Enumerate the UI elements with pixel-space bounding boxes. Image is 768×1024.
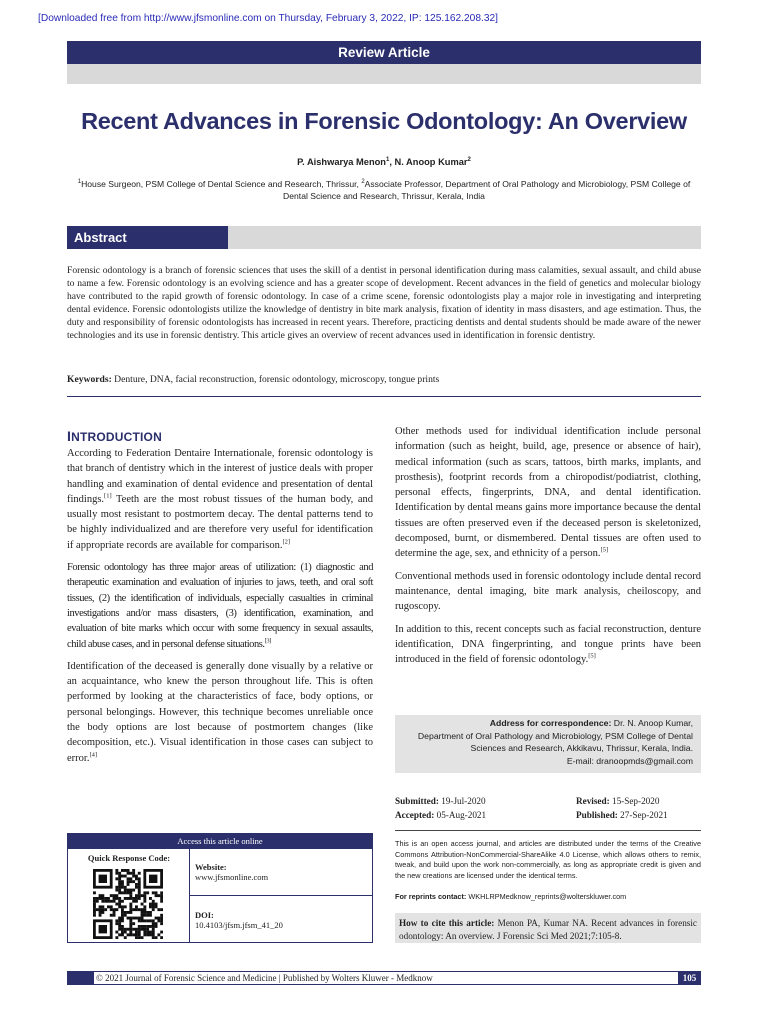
keywords bbox=[67, 374, 701, 385]
intro-paragraph-2 bbox=[67, 560, 373, 652]
access-box-heading: Access this article online bbox=[68, 834, 372, 849]
intro-p1-citation-1[interactable]: [1] bbox=[104, 492, 112, 500]
cite-label: How to cite this article: bbox=[399, 918, 495, 928]
affiliations bbox=[67, 176, 701, 202]
affil-1-text: House Surgeon, PSM College of Dental Science and Research, Thrissur, bbox=[81, 178, 362, 189]
keywords-label: Keywords: bbox=[67, 374, 112, 385]
article-title: Recent Advances in Forensic Odontology: An Overview bbox=[81, 108, 687, 134]
affil-2-text: Associate Professor, Department of Oral Pathology and Microbiology, PSM College of Dental Science and Research, Thrissur, Kerala, India bbox=[283, 178, 691, 201]
intro-paragraph-1 bbox=[67, 446, 373, 553]
website-label: Website: bbox=[195, 862, 227, 872]
reprints-label: For reprints contact: bbox=[395, 892, 467, 901]
intro-heading-rest: NTRODUCTION bbox=[71, 430, 162, 444]
intro-p1-text-a: According to Federation Dentaire Internationale, forensic odontology is that branch of dentistry which in the interest of justice deals with proper handling and examination of dental evidence and presentation of dental findings. bbox=[67, 448, 373, 505]
accepted-value: 05-Aug-2021 bbox=[434, 810, 487, 820]
accepted-date bbox=[395, 809, 486, 822]
submitted-value: 19-Jul-2020 bbox=[438, 796, 486, 806]
author-2-affil-mark: 2 bbox=[467, 157, 471, 163]
how-to-cite-box bbox=[395, 913, 701, 943]
author-separator: , bbox=[389, 157, 395, 168]
correspondence-line-3: Sciences and Research, Akkikavu, Thrissur, Kerala, India. bbox=[470, 743, 693, 754]
submitted-label: Submitted: bbox=[395, 796, 439, 806]
section-heading-introduction bbox=[67, 428, 162, 444]
header-grey-band bbox=[67, 64, 701, 84]
correspondence-email[interactable]: E-mail: dranoopmds@gmail.com bbox=[566, 756, 693, 767]
left-column bbox=[67, 446, 373, 773]
doi-cell bbox=[190, 896, 372, 943]
author-1: P. Aishwarya Menon bbox=[297, 157, 386, 168]
website-link[interactable]: www.jfsmonline.com bbox=[195, 872, 269, 882]
dates-divider bbox=[395, 830, 701, 831]
right-p3-citation[interactable]: [5] bbox=[588, 652, 596, 660]
reprints-contact bbox=[395, 892, 701, 901]
intro-p3-text: Identification of the deceased is generally done visually by a relative or an acquaintance, who knew the person throughout life. This is often performed by looking at the characteristics of face, body options, or personal belongings. However, this technique becomes unreliable once the body options are lost because of postmortem changes (like decomposition, etc.). Visual identification in those cases can subject to error. bbox=[67, 660, 373, 764]
revised-value: 15-Sep-2020 bbox=[609, 796, 660, 806]
right-p1-citation[interactable]: [5] bbox=[600, 546, 609, 554]
right-paragraph-2: Conventional methods used in forensic odontology include dental record maintenance, dental imaging, bite mark analysis, cheiloscopy, and rugoscopy. bbox=[395, 570, 701, 613]
cite-text: Menon PA, Kumar NA. Recent advances in forensic odontology: An overview. J Forensic Sci Med 2021;7:105-8. bbox=[399, 918, 697, 941]
intro-paragraph-3 bbox=[67, 659, 373, 766]
intro-heading-initial: I bbox=[67, 428, 72, 444]
author-line bbox=[67, 157, 701, 167]
keywords-divider bbox=[67, 396, 701, 397]
access-online-box bbox=[67, 833, 373, 943]
published-date bbox=[576, 809, 668, 822]
keywords-list: Denture, DNA, facial reconstruction, forensic odontology, microscopy, tongue prints bbox=[111, 374, 440, 385]
right-paragraph-3 bbox=[395, 622, 701, 668]
author-2: N. Anoop Kumar bbox=[394, 157, 468, 168]
submitted-date bbox=[395, 795, 486, 808]
right-paragraph-1 bbox=[395, 424, 701, 562]
affil-2-mark: 2 bbox=[361, 179, 365, 185]
doi-label: DOI: bbox=[195, 910, 214, 920]
author-1-affil-mark: 1 bbox=[386, 157, 390, 163]
right-column bbox=[395, 424, 701, 674]
right-p1-text: Other methods used for individual identification include personal information (such as height, build, age, presence or absence of hair), medical information (such as scars, tattoos, birth marks, implants, and prosthesis), footprint records from a chiropodist/podiatrist, clothing, personal effects, fingerprints, DNA, and dental identification. Identification by dental means gains more importance because the dental tissues are often preserved even if the deceased person is skeletonized, decomposed, burnt, or dismembered. Dental tissues are often used to determine the age, sex, and ethnicity of a person. bbox=[395, 426, 701, 560]
accepted-label: Accepted: bbox=[395, 810, 435, 820]
published-value: 27-Sep-2021 bbox=[617, 810, 668, 820]
affil-1-mark: 1 bbox=[77, 179, 82, 185]
correspondence-name: Dr. N. Anoop Kumar, bbox=[611, 718, 693, 728]
abstract-body: Forensic odontology is a branch of forensic sciences that uses the skill of a dentist in personal identification during mass calamities, sexual assault, and child abuse to name a few. Forensic odontology is an evolving science and has a greater scope of development. Recent advances in the field of genetics and molecular biology have contributed to the rapid growth of forensic odontology. In case of a crime scene, forensic odontologists play a major role in investigating and interpreting dental evidence. Forensic odontologists utilize the knowledge of dentistry in bite mark analysis, fixation of identity in mass disasters, and age estimation. Thus, the duty and responsibility of forensic odontologists has increased in recent years. Therefore, practicing dentists and dental students should be made aware of the newer technologies and its use in forensic dentistry. This article gives an overview of recent advances used in identification in forensic dentistry. bbox=[67, 265, 701, 342]
reprints-email[interactable]: WKHLRPMedknow_reprints@wolterskluwer.com bbox=[466, 892, 627, 901]
correspondence-line-1 bbox=[395, 717, 693, 730]
qr-cell bbox=[68, 849, 190, 943]
right-p3-text: In addition to this, recent concepts such as facial reconstruction, denture identification, DNA fingerprinting, and tongue prints have been introduced in the field of forensic odontology. bbox=[395, 623, 701, 666]
revised-date bbox=[576, 795, 659, 808]
doi-link[interactable]: 10.4103/jfsm.jfsm_41_20 bbox=[195, 920, 283, 930]
revised-label: Revised: bbox=[576, 796, 610, 806]
footer-copyright: © 2021 Journal of Forensic Science and Medicine | Published by Wolters Kluwer - Medknow bbox=[94, 971, 678, 985]
intro-p2-citation[interactable]: [3] bbox=[264, 637, 271, 645]
website-cell bbox=[190, 849, 372, 896]
correspondence-label: Address for correspondence: bbox=[489, 718, 612, 728]
correspondence-line-2: Department of Oral Pathology and Microbiology, PSM College of Dental bbox=[417, 730, 693, 741]
correspondence-box bbox=[395, 715, 701, 773]
download-notice: [Downloaded free from http://www.jfsmonline.com on Thursday, February 3, 2022, IP: 125.162.208.32] bbox=[38, 13, 499, 24]
abstract-heading: Abstract bbox=[67, 226, 228, 249]
intro-p1-citation-2[interactable]: [2] bbox=[282, 538, 291, 546]
qr-code-icon[interactable] bbox=[93, 869, 163, 939]
published-label: Published: bbox=[576, 810, 618, 820]
intro-p2-text: Forensic odontology has three major areas of utilization: (1) diagnostic and therapeutic examination and evaluation of injuries to jaws, teeth, and oral soft tissues, (2) the identification of individuals, especially casualties in criminal investigations and/or mass disasters, (3) identification, examination, and evaluation of bite marks which occur with some frequency in sexual assaults, child abuse cases, and in personal defense situations. bbox=[67, 562, 373, 650]
article-type-banner: Review Article bbox=[67, 41, 701, 64]
intro-p1-text-b: Teeth are the most robust tissues of the human body, and usually most resistant to postmortem decay. The dental patterns tend to be highly individualized and are therefore very useful for identification if appropriate records are available for comparison. bbox=[67, 493, 373, 551]
page-number: 105 bbox=[682, 973, 697, 983]
qr-label: Quick Response Code: bbox=[87, 853, 171, 863]
intro-p3-citation[interactable]: [4] bbox=[89, 751, 98, 759]
license-notice: This is an open access journal, and articles are distributed under the terms of the Creative Commons Attribution-NonCommercial-ShareAlike 4.0 License, which allows others to remix, tweak, and build upon the work non-commercially, as long as appropriate credit is given and the new creations are licensed under the identical terms. bbox=[395, 839, 701, 880]
